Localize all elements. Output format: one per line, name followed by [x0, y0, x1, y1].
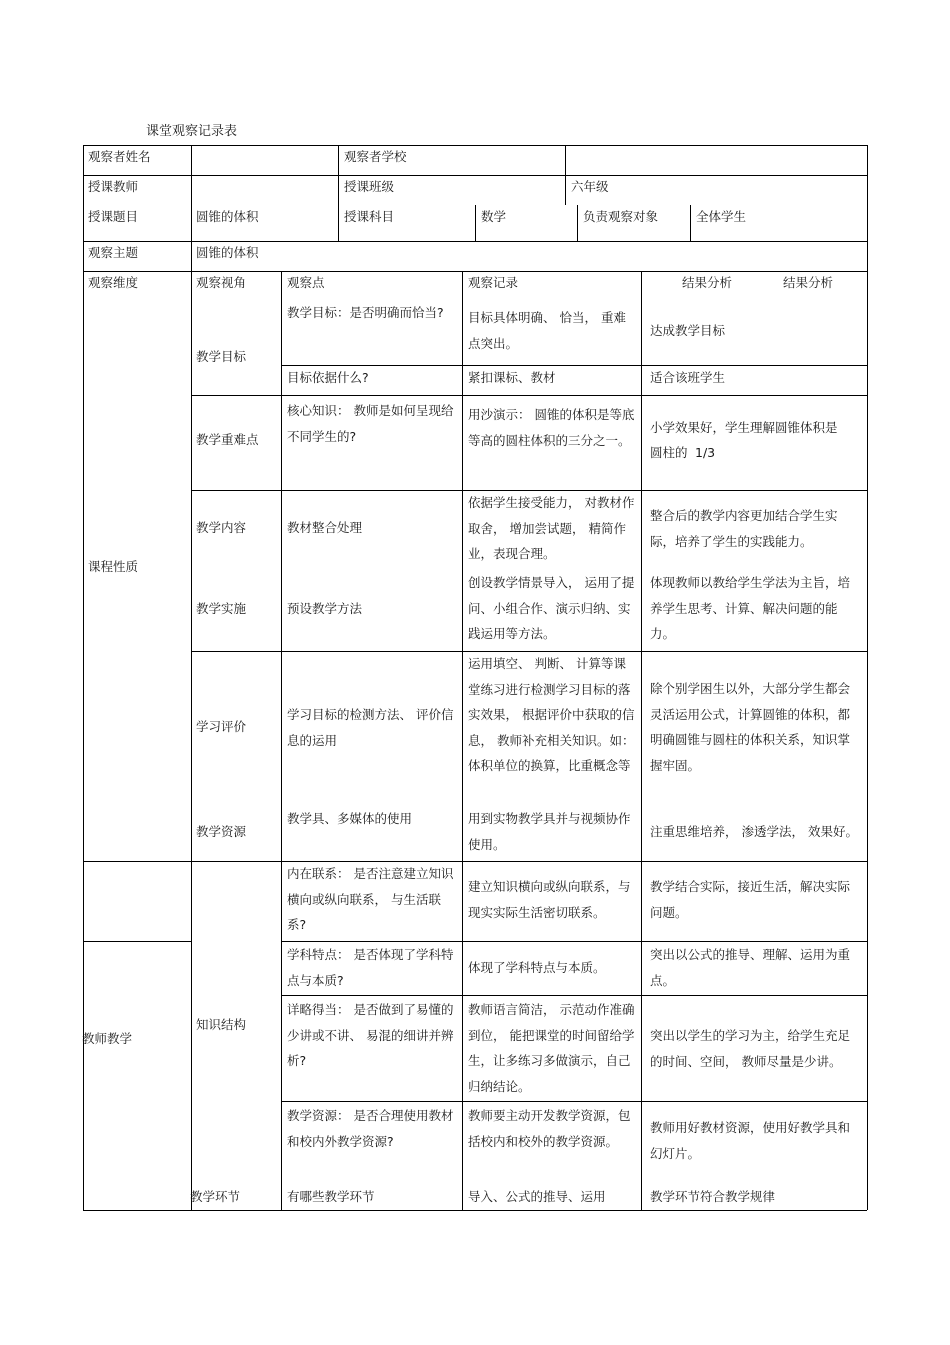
row8-point: 内在联系： 是否注意建立知识横向或纵向联系， 与生活联系? — [287, 866, 454, 932]
section-teacher: 教师教学 — [82, 1031, 133, 1046]
col-analysis-2: 结果分析 — [783, 275, 834, 290]
topic-label: 授课题目 — [88, 209, 139, 224]
theme-label: 观察主题 — [88, 245, 139, 260]
row4-analysis: 整合后的教学内容更加结合学生实际，培养了学生的实践能力。 — [650, 508, 838, 549]
row12-analysis: 教学环节符合教学规律 — [650, 1189, 776, 1204]
class-value: 六年级 — [571, 179, 609, 194]
row2-record: 紧扣课标、教材 — [468, 370, 556, 385]
row8-analysis: 教学结合实际，接近生活，解决实际问题。 — [650, 879, 851, 920]
observer-school-label: 观察者学校 — [344, 149, 407, 164]
row8-angle: 知识结构 — [196, 1017, 247, 1032]
row9-point: 学科特点： 是否体现了学科特点与本质? — [287, 947, 454, 988]
row3-analysis-a: 小学效果好，学生理解圆锥体积是 — [650, 420, 838, 435]
row6-analysis: 除个别学困生以外，大部分学生都会灵活运用公式，计算圆锥的体积，都明确圆锥与圆柱的体积关系，知识掌握牢固。 — [650, 681, 851, 773]
subject-value: 数学 — [481, 209, 507, 224]
col-record: 观察记录 — [468, 275, 519, 290]
target-label: 负责观察对象 — [583, 209, 659, 224]
row3-analysis-c: 1/3 — [695, 445, 716, 460]
row3-point: 核心知识： 教师是如何呈现给不同学生的? — [287, 403, 454, 444]
subject-label: 授课科目 — [344, 209, 395, 224]
row11-analysis: 教师用好教材资源，使用好教学具和幻灯片。 — [650, 1120, 851, 1161]
section-course: 课程性质 — [88, 559, 139, 574]
row7-analysis: 注重思维培养， 渗透学法， 效果好。 — [650, 824, 858, 839]
row10-record: 教师语言简洁， 示范动作准确到位， 能把课堂的时间留给学生，让多练习多做演示，自己归纳结论。 — [468, 1002, 635, 1094]
row7-point: 教学具、多媒体的使用 — [287, 811, 413, 826]
row7-record: 用到实物教学具并与视频协作使用。 — [468, 811, 631, 852]
row6-point: 学习目标的检测方法、 评价信息的运用 — [287, 707, 454, 748]
row8-record: 建立知识横向或纵向联系，与现实实际生活密切联系。 — [468, 879, 631, 920]
row2-point: 目标依据什么? — [287, 370, 369, 385]
theme-value: 圆锥的体积 — [196, 245, 259, 260]
row1-record: 目标具体明确、 恰当， 重难点突出。 — [468, 310, 626, 351]
target-value: 全体学生 — [696, 209, 747, 224]
row5-point: 预设教学方法 — [287, 601, 363, 616]
row12-angle: 教学环节 — [190, 1189, 241, 1204]
row3-record: 用沙演示： 圆锥的体积是等底等高的圆柱体积的三分之一。 — [468, 407, 635, 448]
row4-point: 教材整合处理 — [287, 520, 363, 535]
col-analysis-1: 结果分析 — [682, 275, 733, 290]
row10-point: 详略得当： 是否做到了易懂的少讲或不讲、 易混的细讲并辨析? — [287, 1002, 454, 1068]
row10-analysis: 突出以学生的学习为主，给学生充足的时间、空间， 教师尽量是少讲。 — [650, 1028, 851, 1069]
row12-point: 有哪些教学环节 — [287, 1189, 375, 1204]
col-angle: 观察视角 — [196, 275, 247, 290]
row9-analysis: 突出以公式的推导、理解、运用为重点。 — [650, 947, 851, 988]
topic-value: 圆锥的体积 — [196, 209, 259, 224]
teacher-label: 授课教师 — [88, 179, 139, 194]
row12-record: 导入、公式的推导、运用 — [468, 1189, 606, 1204]
row7-angle: 教学资源 — [196, 824, 247, 839]
row3-angle: 教学重难点 — [196, 432, 259, 447]
row3-analysis-b: 圆柱的 — [650, 445, 688, 460]
row4-record: 依据学生接受能力， 对教材作取舍， 增加尝试题， 精简作业，表现合理。 — [468, 495, 635, 561]
row6-record: 运用填空、 判断、 计算等课堂练习进行检测学习目标的落实效果， 根据评价中获取的信息， 教师补充相关知识。如：体积单位的换算，比重概念等 — [468, 656, 635, 773]
page-title: 课堂观察记录表 — [146, 124, 238, 139]
row4-angle: 教学内容 — [196, 520, 247, 535]
row1-analysis: 达成教学目标 — [650, 323, 726, 338]
row5-analysis: 体现教师以教给学生学法为主旨，培养学生思考、计算、解决问题的能力。 — [650, 575, 851, 641]
class-label: 授课班级 — [344, 179, 395, 194]
col-dimension: 观察维度 — [88, 275, 139, 290]
observer-name-label: 观察者姓名 — [88, 149, 151, 164]
row5-angle: 教学实施 — [196, 601, 247, 616]
row6-angle: 学习评价 — [196, 719, 247, 734]
row9-record: 体现了学科特点与本质。 — [468, 960, 606, 975]
row1-angle: 教学目标 — [196, 349, 247, 364]
row5-record: 创设教学情景导入， 运用了提问、小组合作、演示归纳、实践运用等方法。 — [468, 575, 635, 641]
row11-point: 教学资源： 是否合理使用教材和校内外教学资源? — [287, 1108, 454, 1149]
row1-point: 教学目标：是否明确而恰当? — [287, 305, 444, 320]
col-point: 观察点 — [287, 275, 325, 290]
row11-record: 教师要主动开发教学资源，包括校内和校外的教学资源。 — [468, 1108, 631, 1149]
row2-analysis: 适合该班学生 — [650, 370, 726, 385]
